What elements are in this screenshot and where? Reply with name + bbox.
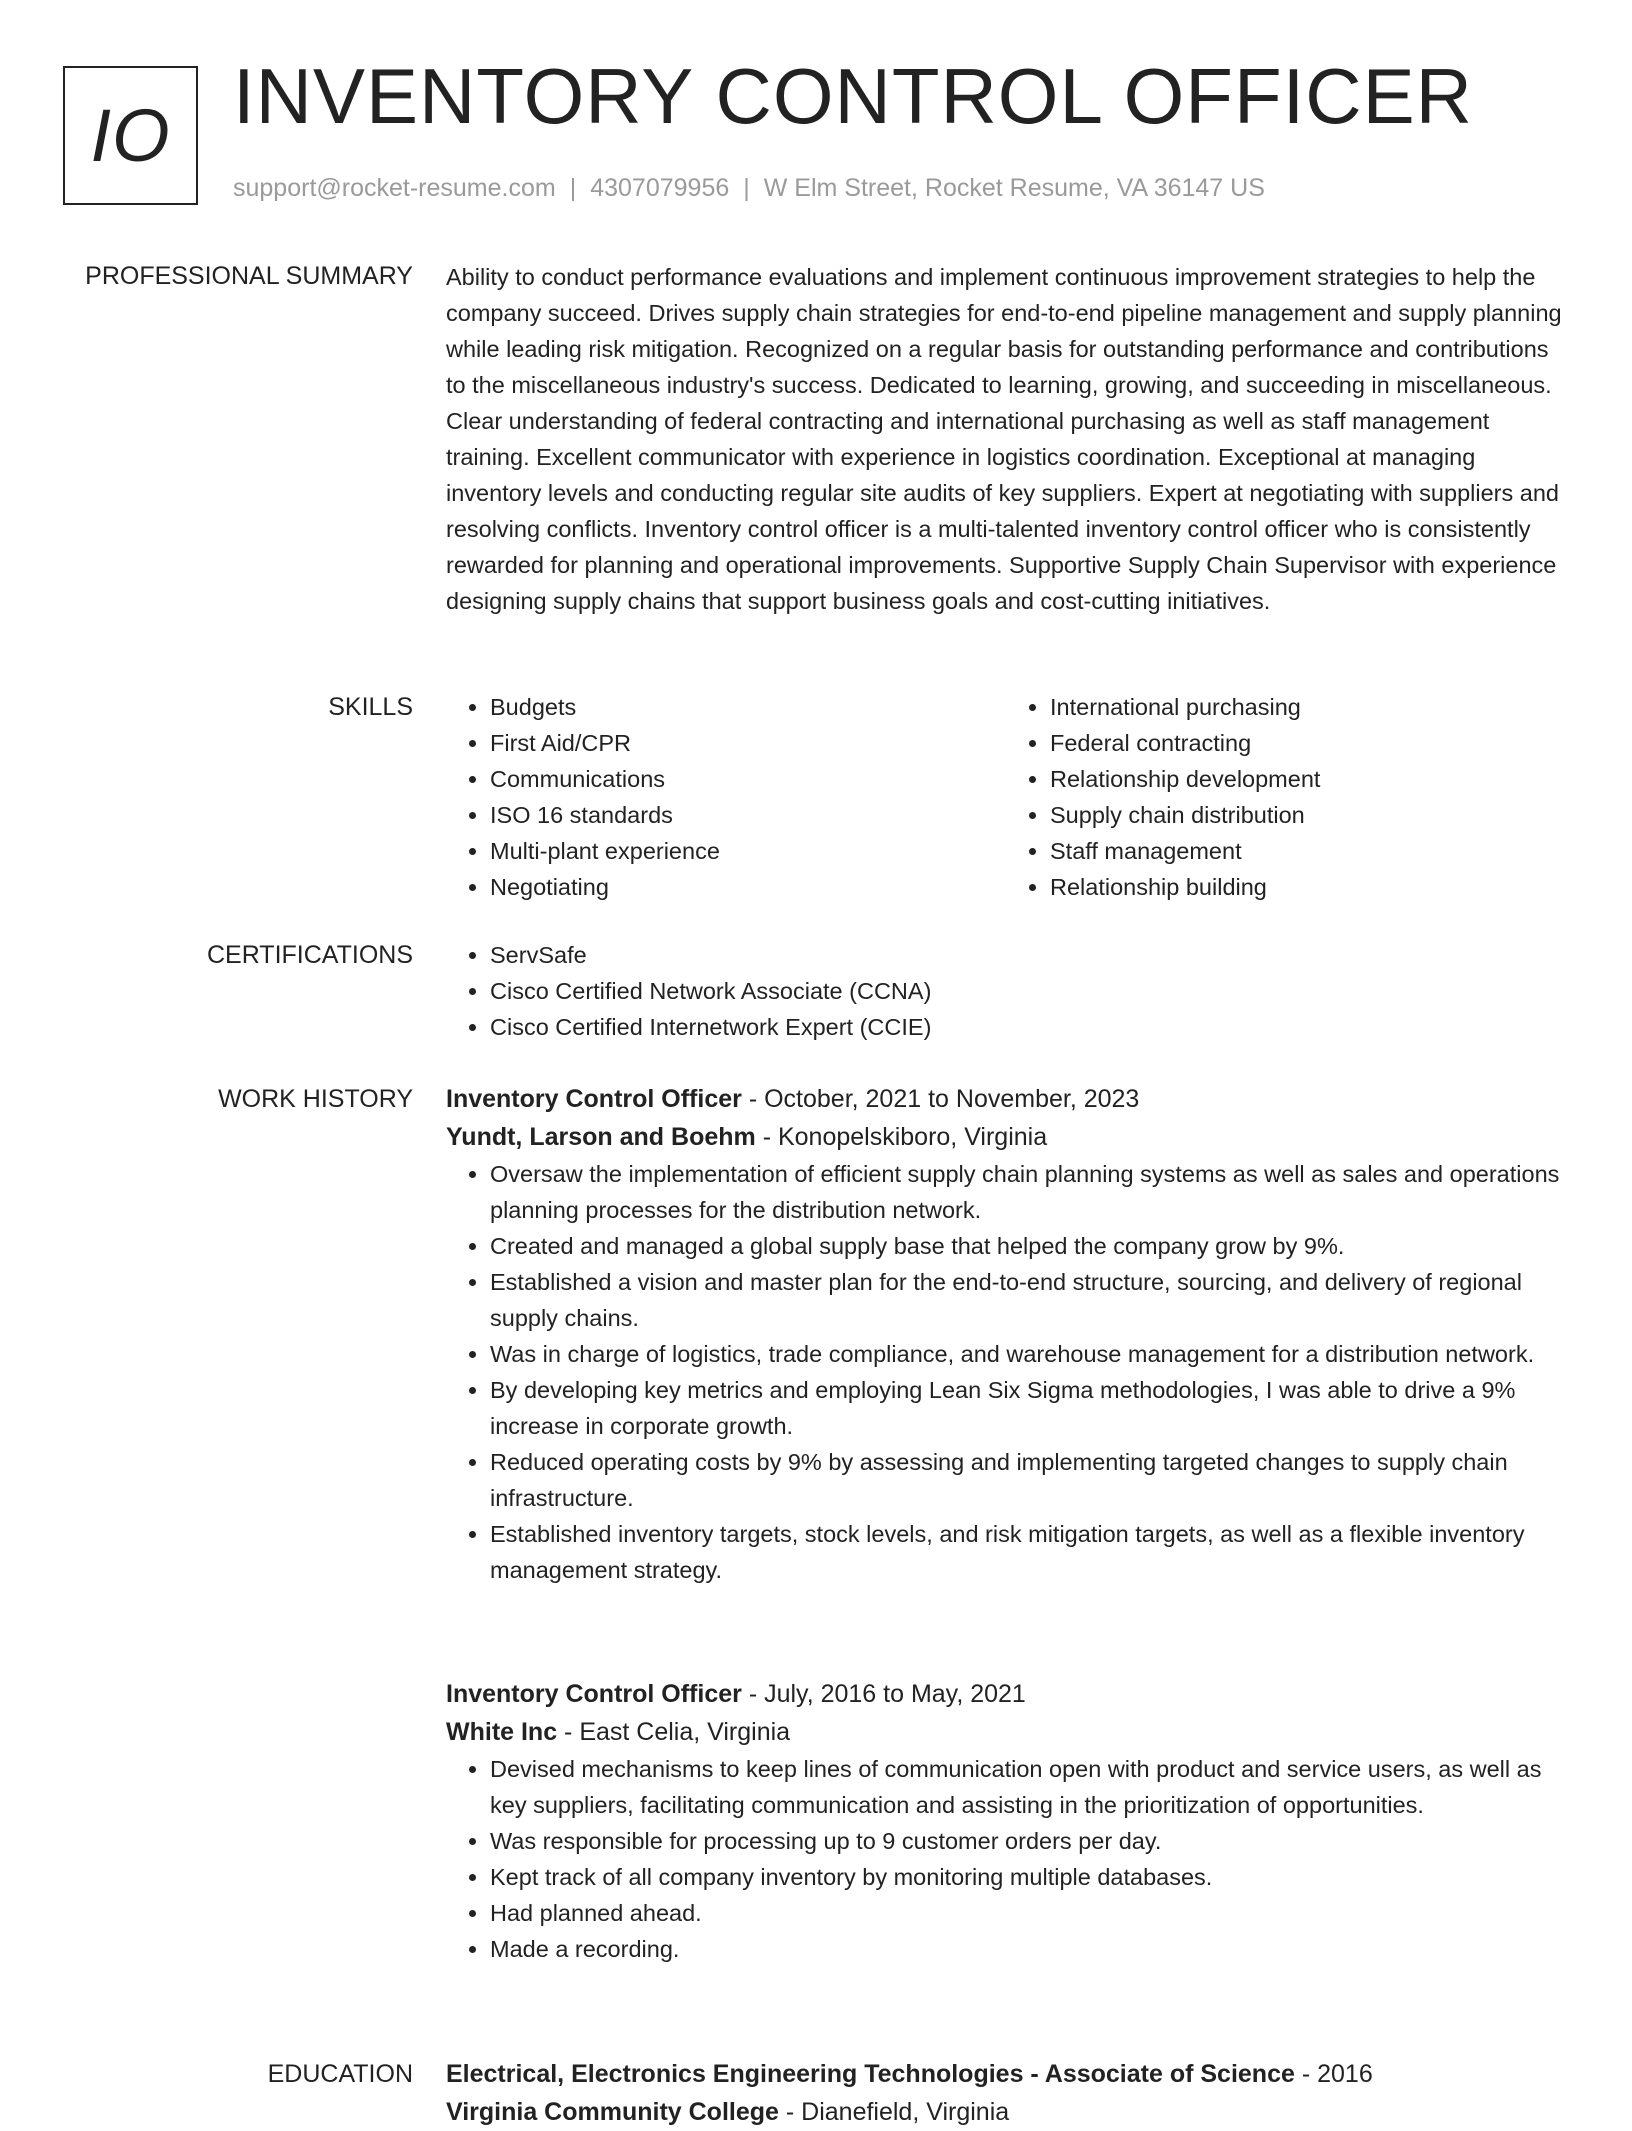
contact-phone: 4307079956: [590, 174, 730, 202]
skill-item: • Relationship building: [1050, 869, 1566, 905]
contact-separator: |: [743, 174, 750, 202]
skills-heading: SKILLS: [328, 693, 413, 721]
summary-text: Ability to conduct performance evaluations and implement continuous improvement strategies to help the company succeed. Drives supply chain strategies for end-to-end pipeline management and supply planning while leading risk mitigation. Recognized on a regular basis for outstanding performance and contributions to the miscellaneous industry's success. Dedicated to learning, growing, and succeeding in miscellaneous. Clear understanding of federal contracting and international purchasing as well as staff management training. Excellent communicator with experience in logistics coordination. Exceptional at managing inventory levels and conducting regular site audits of key suppliers. Expert at negotiating with suppliers and resolving conflicts. Inventory control officer is a multi-talented inventory control officer who is consistently rewarded for planning and operational improvements. Supportive Supply Chain Supervisor with experience designing supply chains that support business goals and cost-cutting initiatives.: [446, 264, 1562, 614]
job-bullet: • Had planned ahead.: [490, 1895, 1566, 1931]
skill-item: • Negotiating: [490, 869, 1006, 905]
skill-item: • Supply chain distribution: [1050, 797, 1566, 833]
job-company: White Inc: [446, 1718, 558, 1746]
education-heading: EDUCATION: [267, 2060, 413, 2088]
job-company-line: [446, 1713, 1566, 1751]
education-degree-line: [446, 2055, 1566, 2093]
job-location: - East Celia, Virginia: [557, 1718, 791, 1746]
contact-address: W Elm Street, Rocket Resume, VA 36147 US: [763, 174, 1265, 202]
skill-item: • International purchasing: [1050, 689, 1566, 725]
job-bullet: • Oversaw the implementation of efficient supply chain planning systems as well as sales and operations planning processes for the distribution network.: [490, 1156, 1566, 1228]
monogram-logo: IO: [63, 66, 198, 205]
contact-email[interactable]: support@rocket-resume.com: [233, 174, 556, 202]
job-bullet: • Was in charge of logistics, trade compliance, and warehouse management for a distribution network.: [490, 1336, 1566, 1372]
contact-separator: |: [569, 174, 577, 202]
skill-item: • ISO 16 standards: [490, 797, 1006, 833]
job-bullet: • By developing key metrics and employing Lean Six Sigma methodologies, I was able to drive a 9% increase in corporate growth.: [490, 1372, 1566, 1444]
job-title: Inventory Control Officer: [446, 1680, 742, 1708]
summary-section: [446, 259, 1566, 619]
job-bullet: • Established a vision and master plan for the end-to-end structure, sourcing, and delivery of regional supply chains.: [490, 1264, 1566, 1336]
job-company: Yundt, Larson and Boehm: [446, 1123, 756, 1151]
job-bullet: • Established inventory targets, stock levels, and risk mitigation targets, as well as a flexible inventory management strategy.: [490, 1516, 1566, 1588]
skill-item: • Communications: [490, 761, 1006, 797]
job-dates: - October, 2021 to November, 2023: [741, 1085, 1140, 1113]
certifications-heading: CERTIFICATIONS: [206, 941, 413, 969]
certifications-section: [446, 937, 1566, 1045]
skills-list-left: [446, 689, 1006, 905]
job-bullet: • Made a recording.: [490, 1931, 1566, 1967]
job-bullet: • Created and managed a global supply base that helped the company grow by 9%.: [490, 1228, 1566, 1264]
certification-item: • Cisco Certified Network Associate (CCNA): [490, 973, 1566, 1009]
job-company-line: [446, 1118, 1566, 1156]
job-bullet: • Devised mechanisms to keep lines of communication open with product and service users, as well as key suppliers, facilitating communication and assisting in the prioritization of opportunities.: [490, 1751, 1566, 1823]
education-degree: Electrical, Electronics Engineering Technologies - Associate of Science: [446, 2060, 1295, 2088]
skill-item: • Multi-plant experience: [490, 833, 1006, 869]
job-title-line: [446, 1675, 1566, 1713]
job-bullets: [446, 1751, 1566, 1967]
job-dates: - July, 2016 to May, 2021: [741, 1680, 1026, 1708]
skill-item: • First Aid/CPR: [490, 725, 1006, 761]
education-location: - Dianefield, Virginia: [778, 2098, 1010, 2126]
education-year: - 2016: [1294, 2060, 1373, 2088]
job-title: Inventory Control Officer: [446, 1085, 742, 1113]
job-title-line: [446, 1080, 1566, 1118]
skills-section: [446, 689, 1566, 905]
job-entry: [446, 1080, 1566, 1588]
contact-line: [233, 174, 1265, 203]
certification-item: • Cisco Certified Internetwork Expert (CCIE): [490, 1009, 1566, 1045]
education-school-line: [446, 2093, 1566, 2131]
certifications-list: [446, 937, 1566, 1045]
job-bullet: • Was responsible for processing up to 9 customer orders per day.: [490, 1823, 1566, 1859]
certification-item: • ServSafe: [490, 937, 1566, 973]
education-section: [446, 2055, 1566, 2131]
skill-item: • Relationship development: [1050, 761, 1566, 797]
summary-heading: PROFESSIONAL SUMMARY: [85, 262, 413, 290]
page-title: INVENTORY CONTROL OFFICER: [233, 52, 1473, 140]
skills-list-right: [1006, 689, 1566, 905]
skill-item: • Staff management: [1050, 833, 1566, 869]
job-location: - Konopelskiboro, Virginia: [755, 1123, 1048, 1151]
work-history-heading: WORK HISTORY: [218, 1085, 413, 1113]
job-bullets: [446, 1156, 1566, 1588]
job-bullet: • Reduced operating costs by 9% by assessing and implementing targeted changes to supply chain infrastructure.: [490, 1444, 1566, 1516]
skill-item: • Federal contracting: [1050, 725, 1566, 761]
job-bullet: • Kept track of all company inventory by monitoring multiple databases.: [490, 1859, 1566, 1895]
education-school: Virginia Community College: [446, 2098, 779, 2126]
job-entry: [446, 1675, 1566, 1967]
skill-item: • Budgets: [490, 689, 1006, 725]
